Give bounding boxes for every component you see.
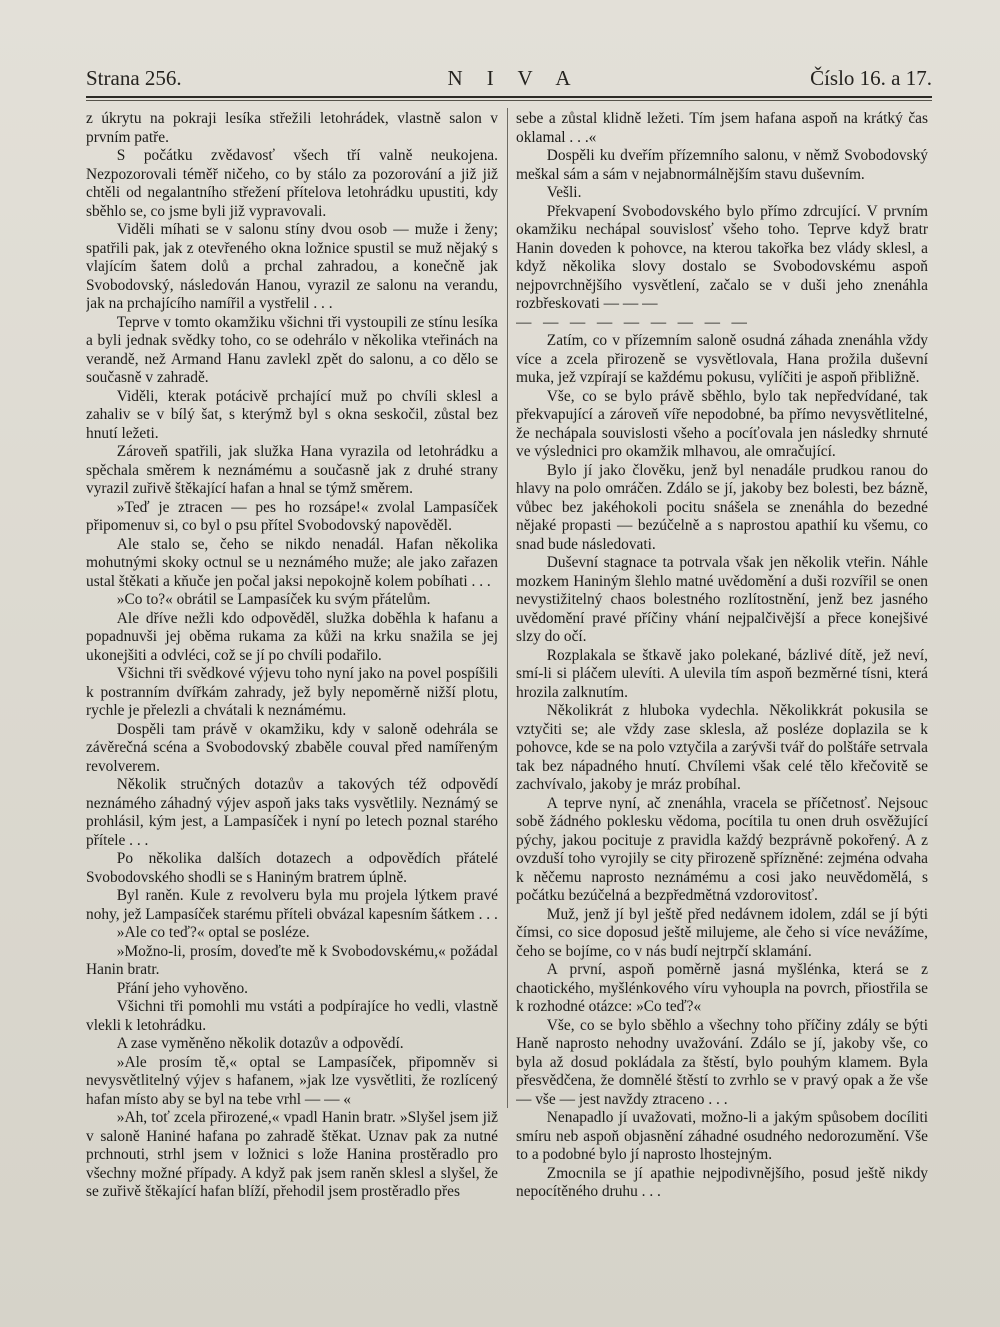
paragraph: »Ale prosím tě,« optal se Lampasíček, připomněv si nevysvětlitelný výjev s hafanem, »jak lze vysvětliti, že rozlícený hafan místo aby se byl na tebe vrhl — — « <box>86 1053 498 1108</box>
paragraph: Dospěli tam právě v okamžiku, kdy v saloně odehrála se závěrečná scéna a Svobodovský zbaběle couval před namířeným revolverem. <box>86 720 498 775</box>
paragraph: »Možno-li, prosím, doveďte mě k Svobodovskému,« požádal Hanin bratr. <box>86 942 498 978</box>
paragraph: »Co to?« obrátil se Lampasíček ku svým přátelům. <box>116 591 431 608</box>
paragraph: Několik stručných dotazův a takových též odpovědí neznámého záhadný výjev aspoň jaks taks vysvětlily. Neznámý se prohlásil, kým jest, a Lampasíček i nyní po letech poznal starého přítele . . . <box>86 776 498 849</box>
paragraph: S počátku zvědavosť všech tří valně neukojena. Nezpozorovali téměř ničeho, co by stálo za pozorování a již již chtěli od negalantního střežení přítelova letohrádku upustiti, kdy sběhlo se, co jsme byli již vypravovali. <box>86 147 498 220</box>
paragraph: Zároveň spatřili, jak služka Hana vyrazila od letohrádku a spěchala směrem k neznámému a současně jak z druhé strany vyrazil zuřivě štěkající hafan a hnal se týmž směrem. <box>86 443 498 497</box>
paragraph: Zmocnila se jí apathie nejpodivnějšího, posud ještě nikdy nepocítěného druhu . . . <box>516 1164 928 1200</box>
paragraph: Vše, co se bylo sběhlo a všechny toho příčiny zdály se býti Haně naprosto nehodny uvažování. Zdálo se jí, jakoby vše, co byla až dosud pokládala za štěstí, bylo pouhým klamem. Byla přesvědčena, že domnělé štěstí to zvrhlo se v pravý opak a že vše — vše — jest navždy ztraceno . . . <box>516 1016 928 1108</box>
paragraph: A první, aspoň poměrně jasná myšlénka, která se z chaotického, myšlénkového víru vyhoupla na povrch, přiostřila se k rozhodné otázce: »Co teď?« <box>516 961 928 1015</box>
paragraph: Několikrát z hluboka vydechla. Několikkrát pokusila se vztyčiti se; ale vždy zase sklesla, až posléze doplazila se k pohovce, kde se na polo vztyčila a zarývši tvář do polštáře setrvala tak bez nápadného hnutí. Chvílemi však celé tělo křečovitě se zachvívalo, jakoby je mráz probíhal. <box>516 702 928 793</box>
paragraph: Viděli míhati se v salonu stíny dvou osob — muže i ženy; spatřili pak, jak z otevřeného okna ložnice spustil se muž nějaký s vlajícím šatem dolů a prchal zahradou, a konečně jak Svobodovský, následován Hanou, vyrazil ze salonu na verandu, jak na prchajícího namířil a vystřelil . . . <box>86 221 498 312</box>
paragraph: sebe a zůstal klidně ležeti. Tím jsem hafana aspoň na krátký čas oklamal . . .« <box>516 110 928 146</box>
paragraph: Všichni tři pomohli mu vstáti a podpírajíce ho vedli, vlastně vlekli k letohrádku. <box>86 998 498 1034</box>
paragraph: Ale stalo se, čeho se nikdo nenadál. Hafan několika mohutnými skoky octnul se u neznámého muže; ale jako zařazen ustal štěkati a kňuče jen počal jaksi nepokojně kolem pobíhati . . . <box>86 535 498 590</box>
paragraph: Po několika dalších dotazech a odpovědích přátelé Svobodovského shodli se s Haniným bratrem úplně. <box>86 850 498 886</box>
paragraph: Přání jeho vyhověno. <box>116 979 249 997</box>
page-header <box>86 66 932 96</box>
paragraph: Bylo jí jako člověku, jenž byl nenadále prudkou ranou do hlavy na polo omráčen. Zdálo se jí, jakoby bez bolesti, bez bázně, vůbec bez jakéhokoli pocitu snášela se znenáhla do bezedné nějaké propasti — bezúčelně a s naprostou apathií ku všemu, co snad bude následovati. <box>516 461 928 553</box>
column-divider <box>507 108 508 1108</box>
paragraph: Viděli, kterak potácivě prchající muž po chvíli sklesl a zahaliv se v bílý šat, s kterýmž byl s okna seskočil, zůstal bez hnutí ležeti. <box>86 387 498 442</box>
right-column <box>516 110 928 1300</box>
paragraph: Byl raněn. Kule z revolveru byla mu projela lýtkem pravé nohy, jež Lampasíček starému příteli obvázal kapesním šátkem . . . <box>86 887 498 923</box>
paragraph: A zase vyměněno několik dotazův a odpovědí. <box>116 1035 404 1052</box>
paragraph: »Ale co teď?« optal se posléze. <box>116 924 310 941</box>
paragraph: Překvapení Svobodovského bylo přímo zdrcující. V prvním okamžiku nechápal souvislosť všeho toho. Teprve když bratr Hanin doveden k pohovce, na kterou takořka bez vlády sklesl, a když několika slovy dostalo se Svobodovskému aspoň nejpovrchnějšího vysvětlení, začalo se v duši jeho znenáhla rozbřeskovati — — — <box>516 202 928 312</box>
paragraph: Dospěli ku dveřím přízemního salonu, v němž Svobodovský meškal sám a sám v nejabnormálnějším stavu duševním. <box>516 147 928 183</box>
paragraph: Duševní stagnace ta potrvala však jen několik vteřin. Náhle mozkem Haniným šlehlo matné uvědomění a duši rozvířil se onen nevystižitelný chaos bolestného rozlítostnění, jenž bez jasného uvědomění pravé příčiny vhání nejpalčivější a přece konejšivé slzy do očí. <box>516 554 928 645</box>
paragraph: Zatím, co v přízemním saloně osudná záhada znenáhla vždy více a zcela přirozeně se vysvětlovala, Hana prožila duševní muka, jež vzpírají se každému pokusu, vylíčiti je aspoň přibližně. <box>516 332 928 386</box>
paragraph: A teprve nyní, ač znenáhla, vracela se příčetnosť. Nejsouc sobě žádného poklesku vědoma, pocítila tu onen druh osvěžující pýchy, jakou pocituje z pravidla každý bezprávně pokořený. A z ovzduší toho vyrojily se city přirozeně spřízněné: zejména odvaha k něčemu naprosto neznámému a cosi jako neuvědomělá, s počátku bezúčelná a bezpředmětná vzdorovitosť. <box>516 794 928 904</box>
header-rule <box>86 96 932 98</box>
section-break: — — — — — — — — — <box>516 313 751 331</box>
paragraph: Ale dříve nežli kdo odpověděl, služka doběhla k hafanu a popadnuvši jej oběma rukama za kůži na krku snažila se jej ukonejšiti a odvléci, což se jí po chvíli podařilo. <box>86 609 498 664</box>
header-rule-thin <box>86 100 932 101</box>
left-column <box>86 110 498 1300</box>
paragraph: Muž, jenž jí byl ještě před nedávnem idolem, zdál se jí býti čímsi, co sice doposud ještě milujeme, ale čeho si více nevážíme, čeho se bojíme, co v nás budí nejtrpčí sklamání. <box>516 905 928 960</box>
paragraph: Rozplakala se štkavě jako polekané, bázlivé dítě, jež neví, smí-li si pláčem ulevíti. A ulevila tím aspoň bezměrné tísni, která hrozila zalknutím. <box>516 646 928 701</box>
paragraph: »Teď je ztracen — pes ho rozsápe!« zvolal Lampasíček připomenuv si, co byl o psu přítel Svobodovský napověděl. <box>86 498 498 534</box>
page-number: Strana 256. <box>86 66 182 90</box>
paragraph: Nenapadlo jí uvažovati, možno-li a jakým spůsobem docíliti smíru neb aspoň objasnění záhadné osudného nedorozumění. Vše to a podobné bylo jí naprosto lhostejným. <box>516 1109 928 1163</box>
paragraph: z úkrytu na pokraji lesíka střežili letohrádek, vlastně salon v prvním patře. <box>86 110 498 146</box>
paragraph: Všichni tři svědkové výjevu toho nyní jako na povel pospíšili k postranním dvířkám zahrady, jež byly nepoměrně nižší plotu, rychle je přelezli a chvátali k neznámému. <box>86 665 498 719</box>
paragraph: Vešli. <box>546 184 582 201</box>
paragraph: Vše, co se bylo právě sběhlo, bylo tak nepředvídané, tak překvapující a zároveň víře nepodobné, ba přímo nevysvětlitelné, že nechápala souvislosti všeho a pocíťovala jen následky shrnuté ve výslednici pro okamžik mlhavou, ale omračující. <box>516 387 928 460</box>
journal-title: N I V A <box>447 66 580 90</box>
paragraph: Teprve v tomto okamžiku všichni tři vystoupili ze stínu lesíka a byli jednak svědky toho, co se odehrálo v několika vteřinách na verandě, než Armand Hanu zavlekl zpět do salonu, a co dělo se současně v zahradě. <box>86 313 498 386</box>
issue-number: Číslo 16. a 17. <box>810 66 932 90</box>
paragraph: »Ah, toť zcela přirozené,« vpadl Hanin bratr. »Slyšel jsem již v saloně Haniné hafana po zahradě štěkat. Uznav pak za nutné prchnouti, strhl jsem v ložnici s lože Hanina prostěradlo pro všechny možné případy. A když pak jsem raněn sklesl a slyšel, že se zuřivě štěkající hafan blíží, přehodil jsem prostěradlo přes <box>86 1109 498 1200</box>
